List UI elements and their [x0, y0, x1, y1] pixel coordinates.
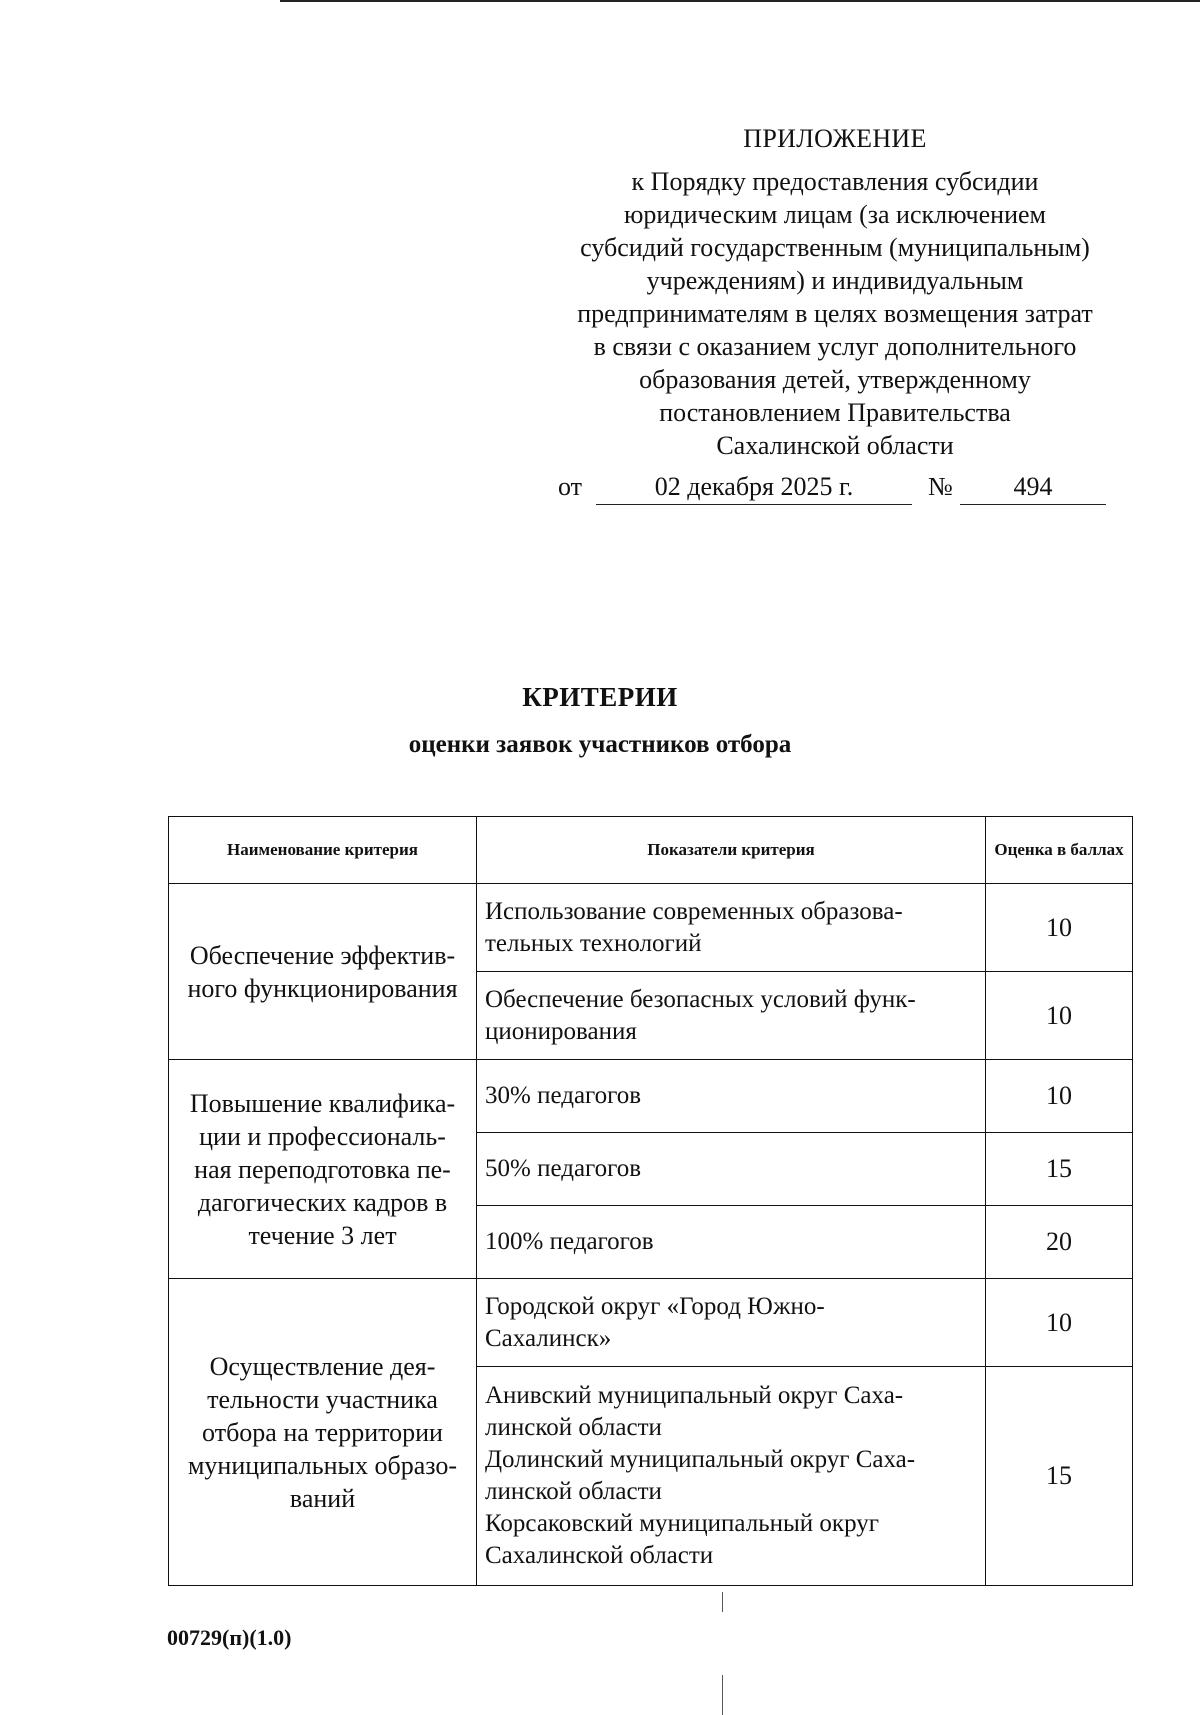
indicator-line: линской области: [485, 1414, 662, 1441]
appendix-line: постановлением Правительства: [659, 398, 1011, 427]
criterion-name: [169, 1279, 477, 1586]
criterion-score: 15: [986, 1367, 1133, 1586]
table-header-row: [169, 817, 1133, 884]
criterion-indicator: [477, 1060, 986, 1133]
criterion-name: [169, 884, 477, 1060]
criterion-name-line: отбора на территории: [202, 1417, 443, 1447]
criterion-score: 10: [986, 1060, 1133, 1133]
indicator-line: линской области: [485, 1478, 662, 1505]
criterion-score: 20: [986, 1206, 1133, 1279]
indicator-line: Сахалинск»: [485, 1324, 612, 1352]
criteria-table: [168, 816, 1133, 1586]
indicator-line: Корсаковский муниципальный округ: [485, 1510, 879, 1537]
column-header: Оценка в баллах: [986, 817, 1133, 884]
criterion-indicator: [477, 1279, 986, 1367]
table-row: [169, 884, 1133, 972]
indicator-line: тельных технологий: [485, 929, 702, 957]
appendix-line: в связи с оказанием услуг дополнительного: [593, 332, 1077, 361]
table-row: [169, 1060, 1133, 1133]
scan-edge-line: [280, 0, 1200, 2]
criterion-indicator: [477, 1367, 986, 1586]
appendix-line: предпринимателям в целях возмещения затрат: [577, 299, 1093, 328]
appendix-title: ПРИЛОЖЕНИЕ: [743, 124, 927, 153]
document-code: 00729(п)(1.0): [167, 1625, 292, 1650]
resolution-number: 494: [960, 470, 1106, 505]
indicator-line: ционирования: [485, 1017, 637, 1045]
criterion-indicator: [477, 1133, 986, 1206]
from-label: от: [558, 472, 583, 501]
criterion-name-line: ная переподготовка пе-: [194, 1154, 451, 1184]
appendix-block: [540, 122, 1130, 462]
indicator-line: 30% педагогов: [485, 1082, 642, 1109]
resolution-date-row: [558, 470, 1118, 504]
column-header: Показатели критерия: [477, 817, 986, 884]
table-row: [169, 1279, 1133, 1367]
criterion-name-line: муниципальных образо-: [187, 1450, 458, 1480]
criterion-indicator: [477, 972, 986, 1060]
criterion-name: [169, 1060, 477, 1279]
document-title: КРИТЕРИИ: [522, 682, 678, 712]
criterion-score: 15: [986, 1133, 1133, 1206]
criterion-indicator: [477, 884, 986, 972]
criterion-score: 10: [986, 884, 1133, 972]
criterion-name-line: ного функционирования: [187, 973, 458, 1003]
resolution-date: 02 декабря 2025 г.: [596, 470, 912, 505]
criterion-name-line: ции и профессиональ-: [199, 1121, 446, 1151]
appendix-line: учреждениям) и индивидуальным: [646, 266, 1024, 295]
criterion-score: 10: [986, 972, 1133, 1060]
indicator-line: 100% педагогов: [485, 1228, 654, 1255]
document-subtitle: оценки заявок участников отбора: [408, 731, 792, 758]
criterion-name-line: Осуществление дея-: [209, 1351, 436, 1381]
criterion-indicator: [477, 1206, 986, 1279]
column-header: Наименование критерия: [169, 817, 477, 884]
appendix-line: субсидий государственным (муниципальным): [580, 233, 1090, 262]
indicator-line: Использование современных образова-: [485, 897, 903, 925]
criterion-name-line: Обеспечение эффектив-: [189, 940, 456, 970]
criterion-name-line: Повышение квалифика-: [189, 1088, 456, 1118]
criterion-name-line: дагогических кадров в: [197, 1187, 448, 1217]
indicator-line: 50% педагогов: [485, 1155, 642, 1182]
indicator-line: Анивский муниципальный округ Саха-: [485, 1382, 904, 1409]
fold-mark: [722, 1675, 723, 1715]
appendix-line: образования детей, утвержденному: [639, 365, 1031, 394]
criterion-score: 10: [986, 1279, 1133, 1367]
criterion-name-line: тельности участника: [207, 1384, 438, 1414]
appendix-line: юридическим лицам (за исключением: [624, 200, 1046, 229]
appendix-line: к Порядку предоставления субсидии: [631, 167, 1039, 196]
indicator-line: Сахалинской области: [485, 1542, 714, 1569]
fold-mark: [722, 1592, 723, 1612]
criterion-name-line: ваний: [289, 1483, 356, 1513]
criterion-name-line: течение 3 лет: [248, 1220, 397, 1250]
indicator-line: Долинский муниципальный округ Саха-: [485, 1446, 916, 1473]
number-sign: №: [928, 472, 953, 501]
appendix-line: Сахалинской области: [716, 431, 954, 460]
indicator-line: Обеспечение безопасных условий функ-: [485, 985, 916, 1013]
indicator-line: Городской округ «Город Южно-: [485, 1292, 825, 1320]
